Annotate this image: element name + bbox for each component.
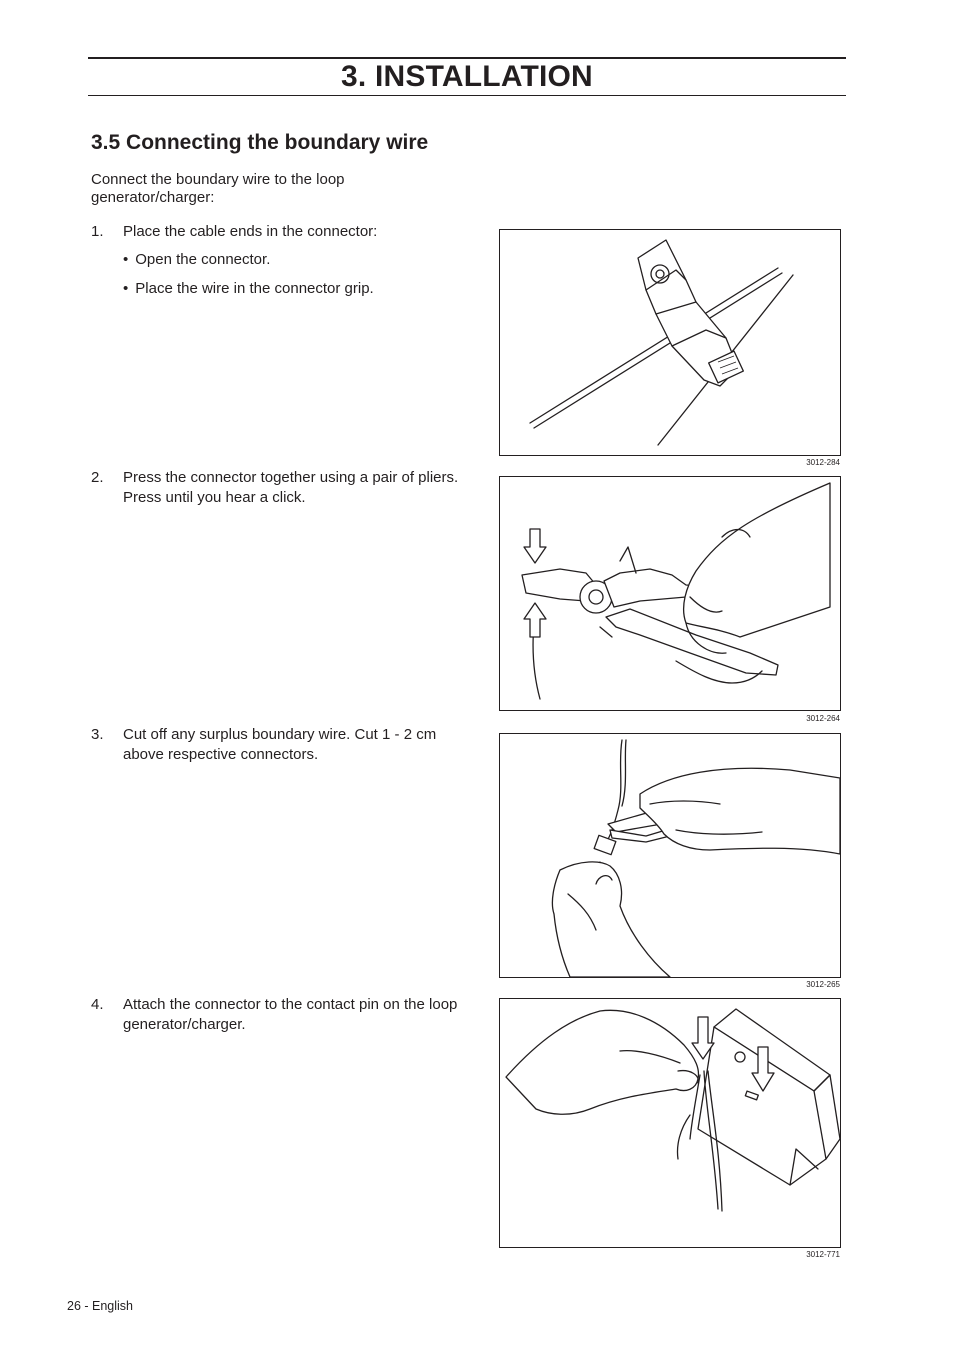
figure-code: 3012-264 — [806, 714, 840, 723]
cutting-illustration-icon — [500, 734, 840, 977]
bullet-text: Place the wire in the connector grip. — [135, 280, 374, 297]
step-text: Cut off any surplus boundary wire. Cut 1 - 2 cm above respective connectors. — [123, 726, 437, 763]
bullet-text: Open the connector. — [135, 251, 271, 268]
step-number: 1. — [91, 223, 104, 240]
step-text: Attach the connector to the contact pin on the loop generator/charger. — [123, 996, 458, 1033]
page-footer: 26 - English — [67, 1299, 134, 1313]
bullet-dot: • — [123, 251, 129, 268]
figure-cutting — [499, 733, 841, 978]
step-number: 4. — [91, 996, 104, 1013]
chapter-title: 3. INSTALLATION — [341, 60, 593, 93]
step-text: Place the cable ends in the connector: — [123, 223, 378, 240]
bullet-item — [123, 280, 374, 298]
step-4 — [91, 995, 471, 1035]
step-number: 2. — [91, 469, 104, 486]
figure-connector — [499, 229, 841, 456]
charger-connection-illustration-icon — [500, 999, 840, 1247]
section-title: 3.5 Connecting the boundary wire — [91, 131, 429, 154]
pliers-illustration-icon — [500, 477, 840, 710]
step-text: Press the connector together using a pair of pliers. Press until you hear a click. — [123, 469, 459, 506]
figure-code: 3012-284 — [806, 458, 840, 467]
section-intro: Connect the boundary wire to the loop generator/charger: — [91, 171, 345, 206]
header-rule-bottom — [88, 95, 846, 96]
bullet-dot: • — [123, 280, 129, 297]
step-number: 3. — [91, 726, 104, 743]
figure-charger — [499, 998, 841, 1248]
step-1 — [91, 222, 471, 242]
bullet-item — [123, 251, 270, 269]
connector-illustration-icon — [500, 230, 840, 455]
figure-code: 3012-265 — [806, 980, 840, 989]
step-3 — [91, 725, 471, 765]
figure-code: 3012-771 — [806, 1250, 840, 1259]
step-2 — [91, 468, 471, 508]
figure-pliers — [499, 476, 841, 711]
